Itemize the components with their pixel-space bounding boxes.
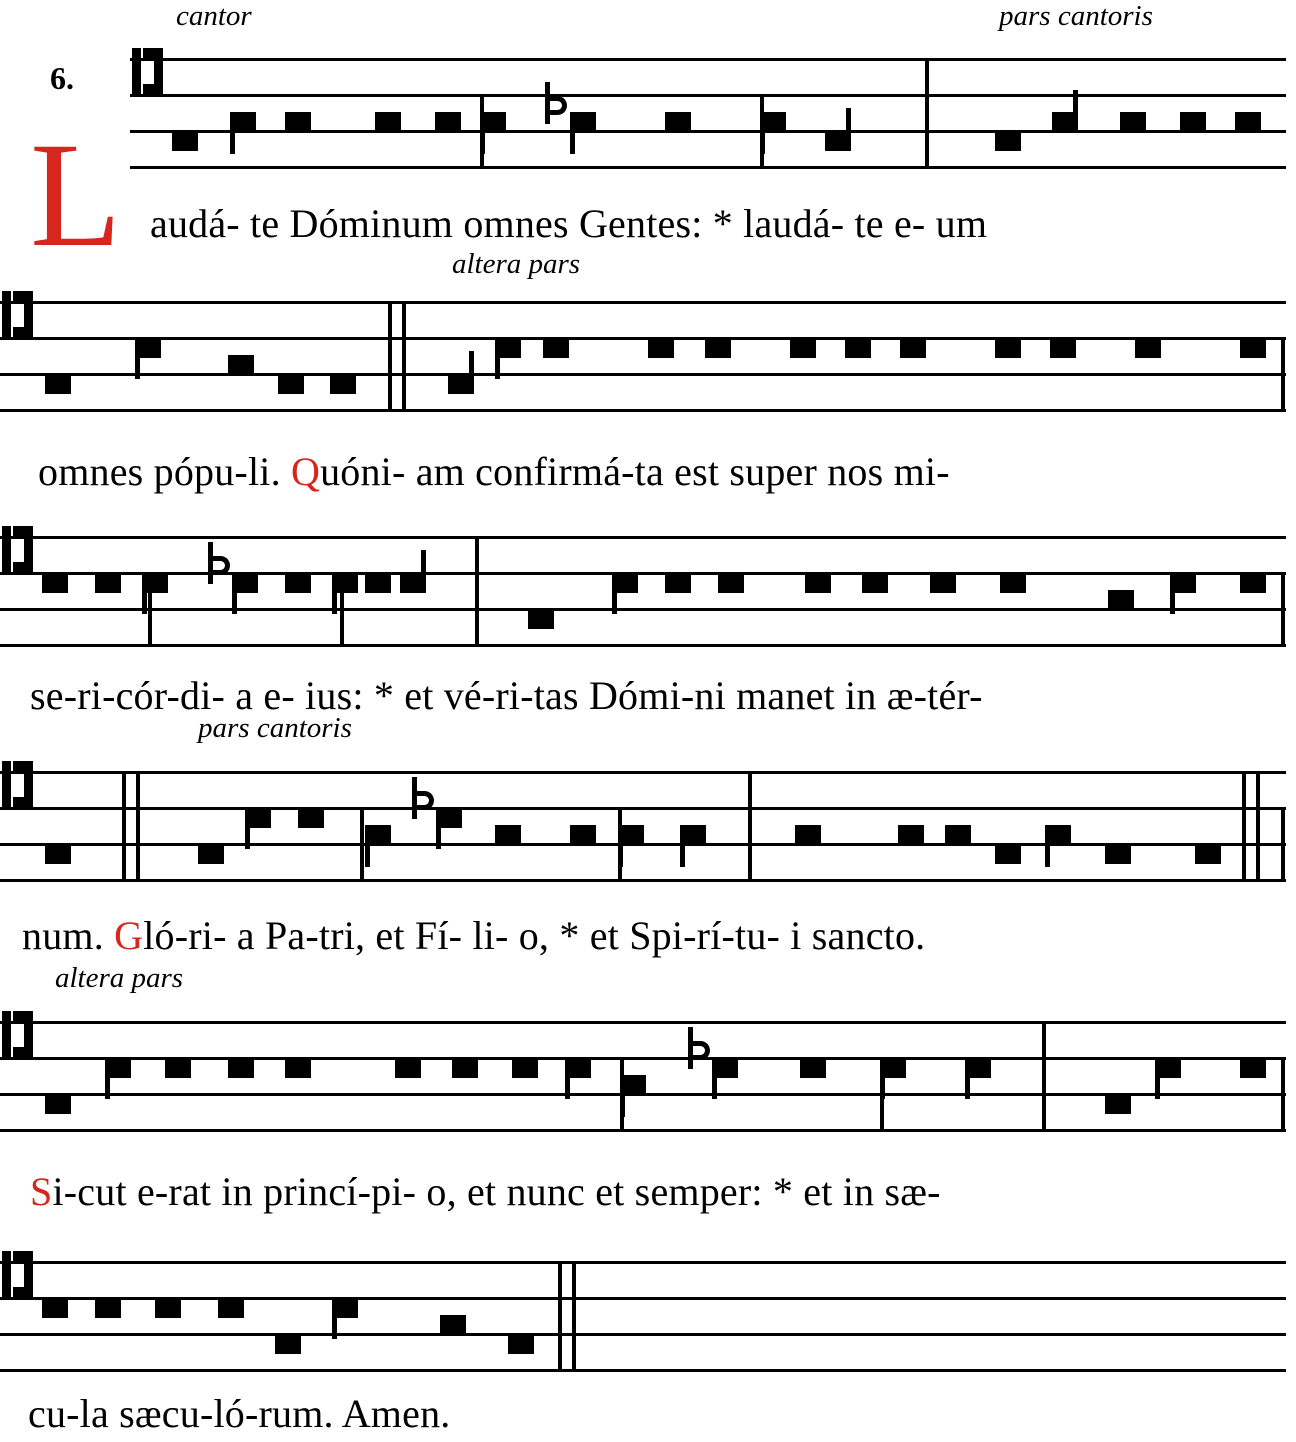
staff-system-6 xyxy=(0,1245,1296,1375)
staff-system-4 xyxy=(0,755,1296,885)
c-clef-icon xyxy=(2,1251,32,1297)
staff-6 xyxy=(0,1245,1286,1375)
staff-4 xyxy=(0,755,1286,885)
lyric-line-4-a: num. xyxy=(22,913,115,958)
lyric-line-6: cu-la sæcu-ló-rum. Amen. xyxy=(28,1391,451,1436)
c-clef-icon xyxy=(2,1011,32,1057)
lyric-line-4 xyxy=(22,912,925,959)
rubric-altera-pars-2: altera pars xyxy=(55,962,184,994)
lyric-line-1: audá- te Dóminum omnes Gentes: * laudá- te e- um xyxy=(150,201,988,246)
rubric-cantor: cantor xyxy=(176,0,252,32)
mode-number: 6. xyxy=(50,60,74,96)
lyric-line-4-b: ló-ri- a Pa-tri, et Fí- li- o, * et Spi-rí-tu- i sancto. xyxy=(143,913,926,958)
rubric-pars-cantoris-top: pars cantoris xyxy=(999,0,1153,32)
c-clef-icon xyxy=(132,48,162,94)
staff-1 xyxy=(130,42,1286,152)
drop-cap-initial: L xyxy=(30,112,122,278)
lyric-line-5-initial: S xyxy=(30,1169,53,1214)
lyric-line-2-b: uóni- am confirmá-ta est super nos mi- xyxy=(320,449,950,494)
staff-5 xyxy=(0,1005,1286,1135)
c-clef-icon xyxy=(2,526,32,572)
lyric-line-2-a: omnes pópu-li. xyxy=(38,449,291,494)
staff-3 xyxy=(0,520,1286,650)
staff-system-3 xyxy=(0,520,1296,650)
staff-system-1 xyxy=(0,42,1296,152)
rubric-altera-pars-1: altera pars xyxy=(452,248,581,280)
lyric-line-4-initial: G xyxy=(114,913,144,958)
staff-2 xyxy=(0,285,1286,415)
staff-system-5 xyxy=(0,1005,1296,1135)
lyric-line-5 xyxy=(30,1168,941,1215)
lyric-line-2 xyxy=(38,448,950,495)
c-clef-icon xyxy=(2,291,32,337)
lyric-line-2-initial: Q xyxy=(290,449,321,494)
c-clef-icon xyxy=(2,761,32,807)
staff-system-2 xyxy=(0,285,1296,415)
rubric-pars-cantoris-2: pars cantoris xyxy=(198,712,352,744)
lyric-line-5-a: i-cut e-rat in princí-pi- o, et nunc et semper: * et in sæ- xyxy=(52,1169,941,1214)
lyric-line-3: se-ri-cór-di- a e- ius: * et vé-ri-tas Dómi-ni manet in æ-tér- xyxy=(30,673,983,718)
